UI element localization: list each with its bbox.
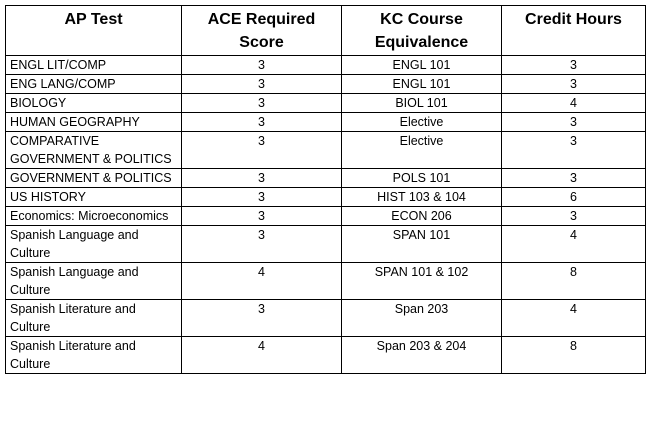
cell-kc-course: ENGL 101 <box>342 56 502 75</box>
table-row <box>6 75 646 94</box>
cell-kc-course: SPAN 101 <box>342 226 502 263</box>
cell-ace-score: 3 <box>182 113 342 132</box>
cell-credit-hours: 8 <box>502 337 646 374</box>
cell-credit-hours: 3 <box>502 56 646 75</box>
table-row <box>6 113 646 132</box>
cell-ap-test: HUMAN GEOGRAPHY <box>6 113 182 132</box>
table-row <box>6 169 646 188</box>
cell-credit-hours: 4 <box>502 226 646 263</box>
header-line: Equivalence <box>374 34 469 51</box>
cell-credit-hours: 3 <box>502 207 646 226</box>
cell-ap-test: Spanish Language and Culture <box>6 226 182 263</box>
cell-ap-test: ENG LANG/COMP <box>6 75 182 94</box>
cell-kc-course: BIOL 101 <box>342 94 502 113</box>
cell-kc-course: HIST 103 & 104 <box>342 188 502 207</box>
cell-ace-score: 3 <box>182 94 342 113</box>
table-row <box>6 188 646 207</box>
header-kc-course-equivalence <box>342 6 502 56</box>
cell-credit-hours: 3 <box>502 113 646 132</box>
cell-ace-score: 3 <box>182 132 342 169</box>
cell-kc-course: POLS 101 <box>342 169 502 188</box>
cell-kc-course: SPAN 101 & 102 <box>342 263 502 300</box>
cell-ace-score: 4 <box>182 337 342 374</box>
header-line: AP Test <box>64 11 123 28</box>
cell-ap-test: GOVERNMENT & POLITICS <box>6 169 182 188</box>
table-row <box>6 94 646 113</box>
cell-ace-score: 3 <box>182 75 342 94</box>
cell-credit-hours: 3 <box>502 132 646 169</box>
cell-ace-score: 3 <box>182 226 342 263</box>
cell-credit-hours: 4 <box>502 94 646 113</box>
cell-kc-course: Span 203 <box>342 300 502 337</box>
header-line: ACE Required <box>207 11 316 28</box>
table-row <box>6 263 646 300</box>
cell-ace-score: 3 <box>182 56 342 75</box>
header-ace-required-score <box>182 6 342 56</box>
table-row <box>6 207 646 226</box>
cell-credit-hours: 8 <box>502 263 646 300</box>
cell-ace-score: 4 <box>182 263 342 300</box>
cell-ap-test: Economics: Microeconomics <box>6 207 182 226</box>
header-row <box>6 6 646 56</box>
cell-ap-test: ENGL LIT/COMP <box>6 56 182 75</box>
cell-credit-hours: 3 <box>502 169 646 188</box>
header-ap-test <box>6 6 182 56</box>
cell-ace-score: 3 <box>182 300 342 337</box>
cell-ap-test: BIOLOGY <box>6 94 182 113</box>
header-line: Credit Hours <box>525 11 622 28</box>
cell-kc-course: Span 203 & 204 <box>342 337 502 374</box>
header-line: KC Course <box>380 11 463 28</box>
table-row <box>6 337 646 374</box>
cell-credit-hours: 3 <box>502 75 646 94</box>
cell-ap-test: Spanish Literature and Culture <box>6 300 182 337</box>
ap-credit-table <box>5 5 646 374</box>
table-row <box>6 300 646 337</box>
cell-ap-test: Spanish Literature and Culture <box>6 337 182 374</box>
table-row <box>6 56 646 75</box>
cell-kc-course: ECON 206 <box>342 207 502 226</box>
cell-ap-test: COMPARATIVE GOVERNMENT & POLITICS <box>6 132 182 169</box>
cell-kc-course: Elective <box>342 113 502 132</box>
cell-ace-score: 3 <box>182 188 342 207</box>
header-line: Score <box>239 34 284 51</box>
table-row <box>6 226 646 263</box>
cell-ace-score: 3 <box>182 169 342 188</box>
cell-ap-test: Spanish Language and Culture <box>6 263 182 300</box>
cell-kc-course: ENGL 101 <box>342 75 502 94</box>
table-row <box>6 132 646 169</box>
cell-ap-test: US HISTORY <box>6 188 182 207</box>
cell-credit-hours: 4 <box>502 300 646 337</box>
cell-ace-score: 3 <box>182 207 342 226</box>
cell-kc-course: Elective <box>342 132 502 169</box>
cell-credit-hours: 6 <box>502 188 646 207</box>
header-credit-hours <box>502 6 646 56</box>
